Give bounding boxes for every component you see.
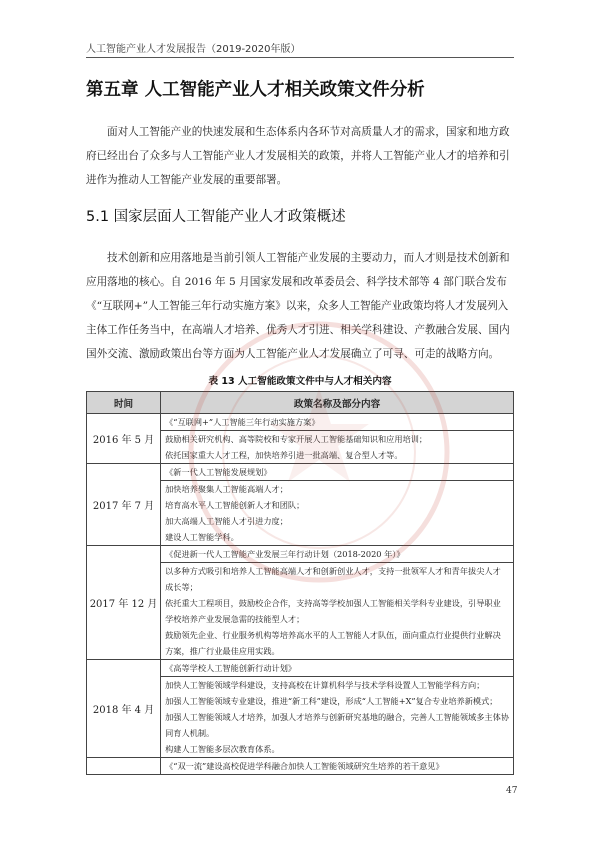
policy-name: 《高等学校人工智能创新行动计划》 bbox=[165, 663, 297, 673]
table-caption: 表 13 人工智能政策文件中与人才相关内容 bbox=[208, 376, 392, 387]
section-line: 应用落地的核心。自 2016 年 5 月国家发展和改革委员会、科学技术部等 4 部门联合发布 bbox=[86, 276, 507, 288]
row-content bbox=[161, 414, 514, 464]
policy-detail: 加大高端人工智能人才引进力度； bbox=[165, 516, 288, 526]
policy-detail: 鼓励领先企业、行业服务机构等培养高水平的人工智能人才队伍，面向重点行业提供行业解决 bbox=[165, 630, 501, 640]
row-content bbox=[161, 546, 514, 660]
row-time: 2016 年 5 月 bbox=[87, 414, 161, 464]
policy-detail: 依托重大工程项目，鼓励校企合作，支持高等学校加强人工智能相关学科专业建设，引导职业 bbox=[165, 598, 501, 608]
policy-name: 《“互联网+”人工智能三年行动实施方案》 bbox=[165, 417, 320, 427]
policy-detail: 以多种方式吸引和培养人工智能高端人才和创新创业人才，支持一批领军人才和青年拔尖人才 bbox=[161, 562, 513, 579]
policy-detail: 加强人工智能领域人才培养，加强人才培养与创新研究基地的融合，完善人工智能领域多主体协 bbox=[165, 712, 509, 722]
table-row bbox=[87, 758, 514, 775]
header-cell-time: 时间 bbox=[87, 392, 161, 414]
section-line: 国外交流、激励政策出台等方面为人工智能产业人才发展确立了可寻、可走的战略方向。 bbox=[86, 348, 500, 360]
table-row bbox=[87, 660, 514, 758]
policy-detail: 加快人工智能领域学科建设，支持高校在计算机科学与技术学科设置人工智能学科方向； bbox=[161, 676, 513, 693]
section-line: 主体工作任务当中，在高端人才培养、优秀人才引进、相关学科建设、产教融合发展、国内 bbox=[86, 324, 510, 336]
row-content bbox=[161, 464, 514, 546]
policy-detail: 方案，推广行业最佳应用实践。 bbox=[165, 646, 280, 656]
page-number: 47 bbox=[506, 786, 518, 796]
table-row bbox=[87, 414, 514, 464]
row-content bbox=[161, 660, 514, 758]
policy-detail: 培育高水平人工智能创新人才和团队； bbox=[165, 500, 305, 510]
section-line: 技术创新和应用落地是当前引领人工智能产业发展的主要动力，而人才则是技术创新和 bbox=[107, 252, 510, 264]
policy-table bbox=[86, 391, 514, 775]
policy-detail: 加快培养聚集人工智能高端人才； bbox=[161, 480, 513, 497]
header-rule bbox=[86, 57, 514, 58]
row-time: 2018 年 4 月 bbox=[87, 660, 161, 758]
intro-line: 进作为推动人工智能产业发展的重要部署。 bbox=[86, 174, 288, 186]
policy-detail: 构建人工智能多层次教育体系。 bbox=[165, 744, 280, 754]
section-paragraph bbox=[86, 246, 514, 366]
intro-line: 面对人工智能产业的快速发展和生态体系内各环节对高质量人才的需求，国家和地方政 bbox=[107, 126, 510, 138]
row-time: 2017 年 12 月 bbox=[87, 546, 161, 660]
header-cell-policy: 政策名称及部分内容 bbox=[161, 392, 514, 414]
chapter-title: 第五章 人工智能产业人才相关政策文件分析 bbox=[86, 80, 425, 100]
policy-detail: 建设人工智能学科。 bbox=[165, 532, 239, 542]
row-time: 2017 年 7 月 bbox=[87, 464, 161, 546]
row-time bbox=[87, 758, 161, 775]
policy-detail: 成长等； bbox=[165, 582, 198, 592]
intro-line: 府已经出台了众多与人工智能产业人才发展相关的政策，并将人工智能产业人才的培养和引 bbox=[86, 150, 510, 162]
table-header-row bbox=[87, 392, 514, 414]
running-header: 人工智能产业人才发展报告（2019-2020年版） bbox=[86, 44, 301, 55]
policy-detail: 依托国家重大人才工程，加快培养引进一批高端、复合型人才等。 bbox=[165, 450, 403, 460]
section-title: 5.1 国家层面人工智能产业人才政策概述 bbox=[86, 209, 346, 225]
policy-name: 《“双一流”建设高校促进学科融合加快人工智能领域研究生培养的若干意见》 bbox=[165, 761, 444, 771]
policy-detail: 学校培养产业发展急需的技能型人才； bbox=[165, 614, 305, 624]
intro-paragraph bbox=[86, 120, 514, 192]
policy-name: 《促进新一代人工智能产业发展三年行动计划（2018-2020 年）》 bbox=[165, 549, 405, 559]
table-row bbox=[87, 546, 514, 660]
policy-detail: 鼓励相关研究机构、高等院校和专家开展人工智能基础知识和应用培训； bbox=[161, 430, 513, 447]
row-content bbox=[161, 758, 514, 775]
policy-detail: 同育人机制。 bbox=[165, 728, 215, 738]
policy-detail: 加强人工智能领域专业建设，推进“新工科”建设，形成“人工智能+X”复合专业培养新模式； bbox=[165, 696, 498, 706]
policy-name: 《新一代人工智能发展规划》 bbox=[165, 467, 272, 477]
table-row bbox=[87, 464, 514, 546]
section-line: 《“互联网+”人工智能三年行动实施方案》以来，众多人工智能产业政策均将人才发展列入 bbox=[86, 300, 509, 312]
